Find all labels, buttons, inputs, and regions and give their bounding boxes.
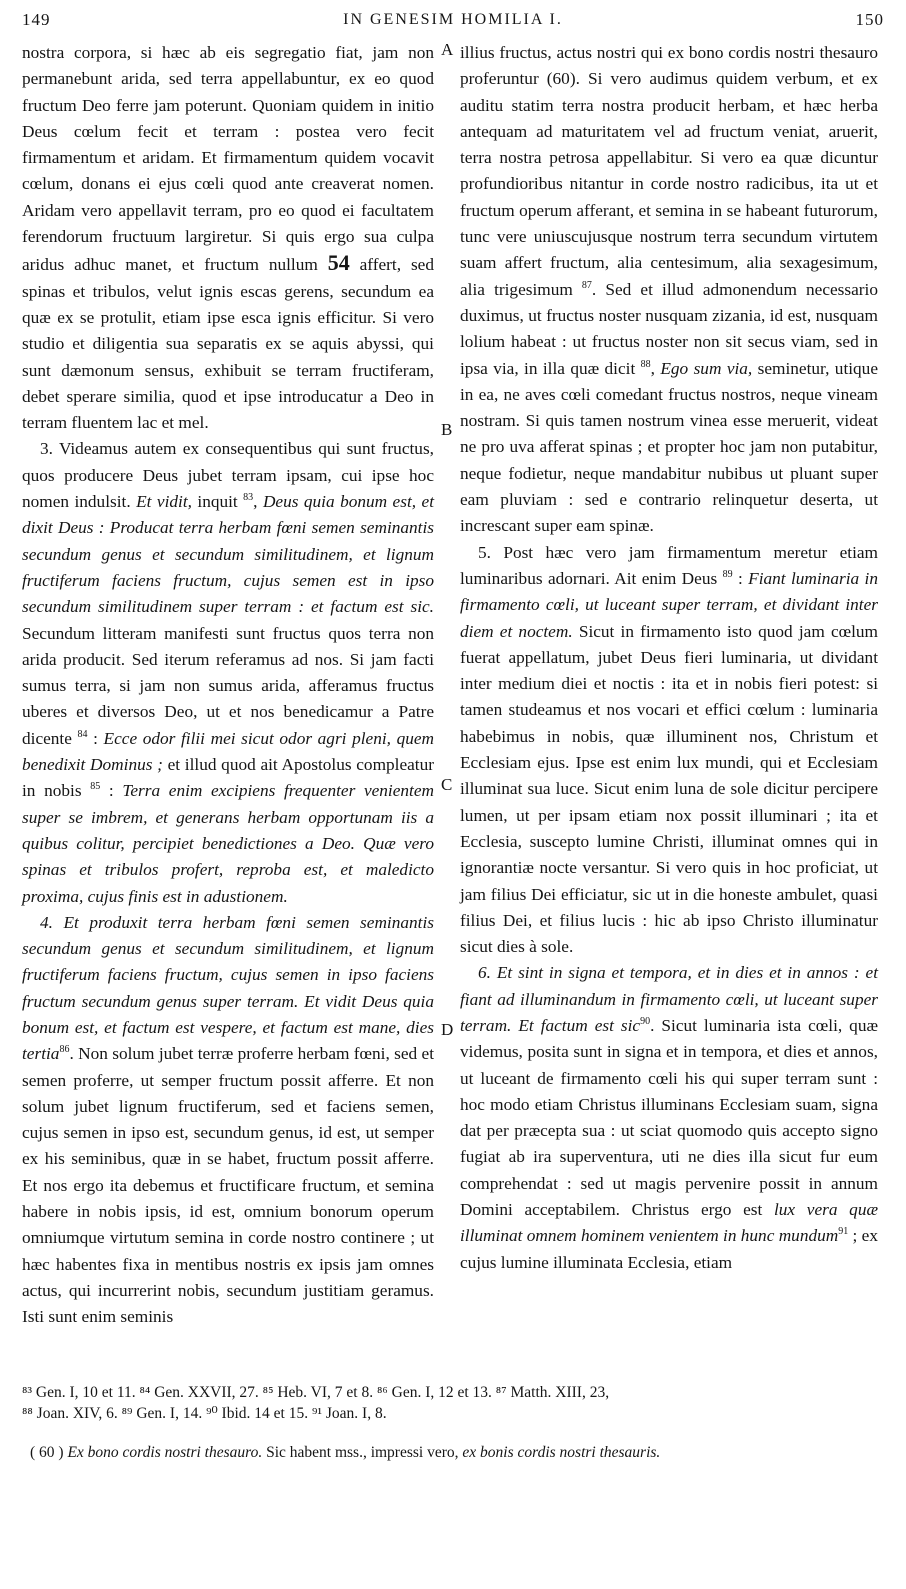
paragraph-section-3: 3. Videamus autem ex consequentibus qui sunt fructus, quos producere Deus jubet terram ipsam, cui ipse hoc nomen indulsit. Et vidit, inquit $^{83}$, Deus quia bonum est, et dixit Deus : Producat terra herbam fœni semen seminantis secundum genus et secundum similitudinem, et lignum fructiferum faciens fructum, cujus semen est in ipso secundum similitudinem super terram : et factum est sic. Secundum litteram manifesti sunt fructus quos terra non arida producit. Sed iterum referamus ad nos. Si jam facti sumus terra, si jam non sumus arida, afferamus fructus uberes et diversos Deo, ut et nos benedicamur a Patre dicente $^{84}$ : Ecce odor filii mei sicut odor agri pleni, quem benedixit Dominus ; et illud quod ait Apostolus compleatur in nobis $^{85}$ : Terra enim excipiens frequenter venientem super se imbrem, et generans herbam opportunam iis a quibus colitur, percipiet benedictiones a Deo. Quæ vero spinas et tribulos profert, reproba est, et maledicto proxima, cujus finis est in adustionem. [22, 439, 435, 906]
footnote-ref: 89 [722, 569, 733, 581]
paragraph-section-6: 6. Et sint in signa et tempora, et in dies et in annos : et fiant ad illuminandum in firmamento cœli, ut luceant super terram. Et factum est sic$^{90}$. Sicut luminaria ista cœli, quæ videmus, posita sunt in signa et in tempora, et dies et annos, ut luceant de firmamento cœli his qui super terram sunt : hoc modo etiam Christus illuminans Ecclesiam suam, signa dat per præcepta sua : ut sciat quomodo quis accepto signo fugiat ab ira superventura, uti ne dies illa sicut fur eum comprehendat : sed ut magis pervenire possit in annum Domini acceptabilem. Christus ergo est lux vera quæ illuminat omnem hominem venientem in hunc mundum$^{91}$ ; ex cujus lumine illuminata Ecclesia, etiam [460, 963, 878, 1272]
patrologia-column-number: 54 [327, 250, 350, 276]
editor-note-number: ( 60 ) [30, 1444, 64, 1461]
left-column [22, 40, 434, 1331]
footnote-ref: 86 [59, 1044, 70, 1056]
right-column [460, 40, 878, 1276]
paragraph: nostra corpora, si hæc ab eis segregatio fiat, jam non permanebunt arida, sed terra appellabuntur, ex eo quod fructum Deo ferre jam poterunt. Quoniam quidem in initio Deus cœlum fecit et terram : postea vero fecit firmamentum et aridam. Et firmamentum quidem vocavit cœlum, donans ei ejus cœli quod ante creaverat nomen. Aridam vero appellavit terram, pro eo quod ei facultatem ferendorum fructuum largiretur. Si quis ergo sua culpa aridus adhuc manet, et fructum nullum 54 affert, sed spinas et tribulos, velut ignis escas gerens, secundum ea quæ ex se protulit, etiam ipse esca ignis efficitur. Si vero studio et diligentia sua separatis ex se aquis abyssi, qui sunt dæmonum sensus, exhibuit se terram fructiferam, debet sperare similia, quod et ipse introducatur a Deo in terram fluentem lac et mel. [22, 43, 434, 433]
footnote-line: ⁸³ Gen. I, 10 et 11. ⁸⁴ Gen. XXVII, 27. ⁸⁵ Heb. VI, 7 et 8. ⁸⁶ Gen. I, 12 et 13. ⁸⁷ Matth. XIII, 23, [22, 1384, 610, 1401]
page-number-right: 150 [855, 10, 884, 29]
margin-marker-a: A [441, 40, 454, 59]
scripture-footnotes [22, 1382, 882, 1424]
running-title: IN GENESIM HOMILIA I. [343, 11, 563, 28]
running-header [22, 6, 884, 34]
page-number-left: 149 [22, 10, 51, 29]
footnote-ref: 87 [581, 279, 592, 291]
footnote-ref: 85 [90, 781, 101, 793]
paragraph-section-5: 5. Post hæc vero jam firmamentum meretur etiam luminaribus adornari. Ait enim Deus $^{89}$ : Fiant luminaria in firmamento cœli, ut luceant super terram, et dividant inter diem et noctem. Sicut in firmamento isto quod jam cœlum fuerat appellatum, jubet Deus fieri luminaria, ut dividant inter medium diei et noctis : ita et in nobis fieri potest: si tamen studeamus et nos vocari et effici cœlum : luminaria habebimus in nobis, quæ illuminent nos, Christum et Ecclesiam ejus. Ipse est enim lux mundi, qui et Ecclesiam illuminat sua luce. Sicut enim luna de sole dicitur percipere lumen, ut per ipsam etiam nox possit illuminari ; ita et Ecclesia, suscepto lumine Christi, illuminat omnes qui in ignorantiæ nocte versantur. Si vero quis in hoc proficiat, ut jam filius Dei efficiatur, sic ut in die honeste ambulet, quasi filius Dei, et filius lucis : hic ab ipso Christo illuminatur sicut dies à sole. [460, 542, 878, 957]
footnote-ref: 91 [838, 1226, 849, 1238]
paragraph: illius fructus, actus nostri qui ex bono cordis nostri thesauro proferuntur (60). Si vero audimus quidem verbum, et ex auditu statim terra nostra producit herbam, et hæc herba antequam ad maturitatem vel ad fructum veniat, aruerit, terra nostra petrosa appellabitur. Si vero ea quæ dicuntur profundioribus nitantur in corde nostro radicibus, ita ut et fructum operum afferant, et semina in se habeant futurorum, tunc vere uniuscujusque nostrum terra secundum virtutem suam affert fructum, alia centesimum, alia sexagesimum, alia trigesimum $^{87}$. Sed et illud admonendum necessario duximus, ut fructus noster nusquam zizania, id est, nusquam lolium habeat : ut fructus noster non sit secus viam, sed in ipsa via, in illa quæ dicit $^{88}$, Ego sum via, seminetur, utique in ea, ne aves cœli comedant fructus nostros, neque vineam nostram. Si quis tamen nostrum vinea esse meruerit, videat ne pro uva afferat spinas ; et propter hoc jam non putabitur, neque fodietur, neque mandabitur nubibus ut pluant super eam pluviam : sed e contrario relinquetur deserta, ut increscant super eam spinæ. [460, 43, 878, 536]
footnote-ref: 90 [640, 1016, 651, 1028]
editor-note: ( 60 ) Ex bono cordis nostri thesauro. Sic habent mss., impressi vero, ex bonis cordis nostri thesauris. [30, 1444, 661, 1461]
footnote-line: ⁸⁸ Joan. XIV, 6. ⁸⁹ Gen. I, 14. ⁹⁰ Ibid. 14 et 15. ⁹¹ Joan. I, 8. [22, 1405, 387, 1422]
footnote-ref: 88 [640, 358, 651, 370]
paragraph-section-4: 4. Et produxit terra herbam fœni semen seminantis secundum genus et secundum similitudinem, et lignum fructiferum faciens fructum, cujus semen in ipso faciens fructum secundum genus super terram. Et vidit Deus quia bonum est, et factum est vespere, et factum est mane, dies tertia$^{86}$. Non solum jubet terræ proferre herbam fœni, sed et semen proferre, ut semper fructum possit afferre. Et non solum jubet lignum fructiferum, sed et faciens semen, cujus semen in ipso est, secundum genus, id est, ut semper ex his seminibus, quæ in se habet, fructum possit afferre. Et nos ergo ita debemus et fructificare fructum, et semina habere in nobis ipsis, id est, omnium bonorum operum omniumque virtutum semina in corde nostro continere ; ut hæc habentes fixa in mentibus nostris ex ipsis jam omnes actus, qui incurrerint nobis, secundum justitiam geramus. Isti sunt enim seminis [22, 912, 434, 1327]
margin-marker-d: D [441, 1020, 454, 1039]
footnote-ref: 84 [77, 728, 88, 740]
margin-marker-b: B [441, 420, 453, 439]
footnote-ref: 83 [243, 492, 254, 504]
margin-marker-c: C [441, 775, 453, 794]
